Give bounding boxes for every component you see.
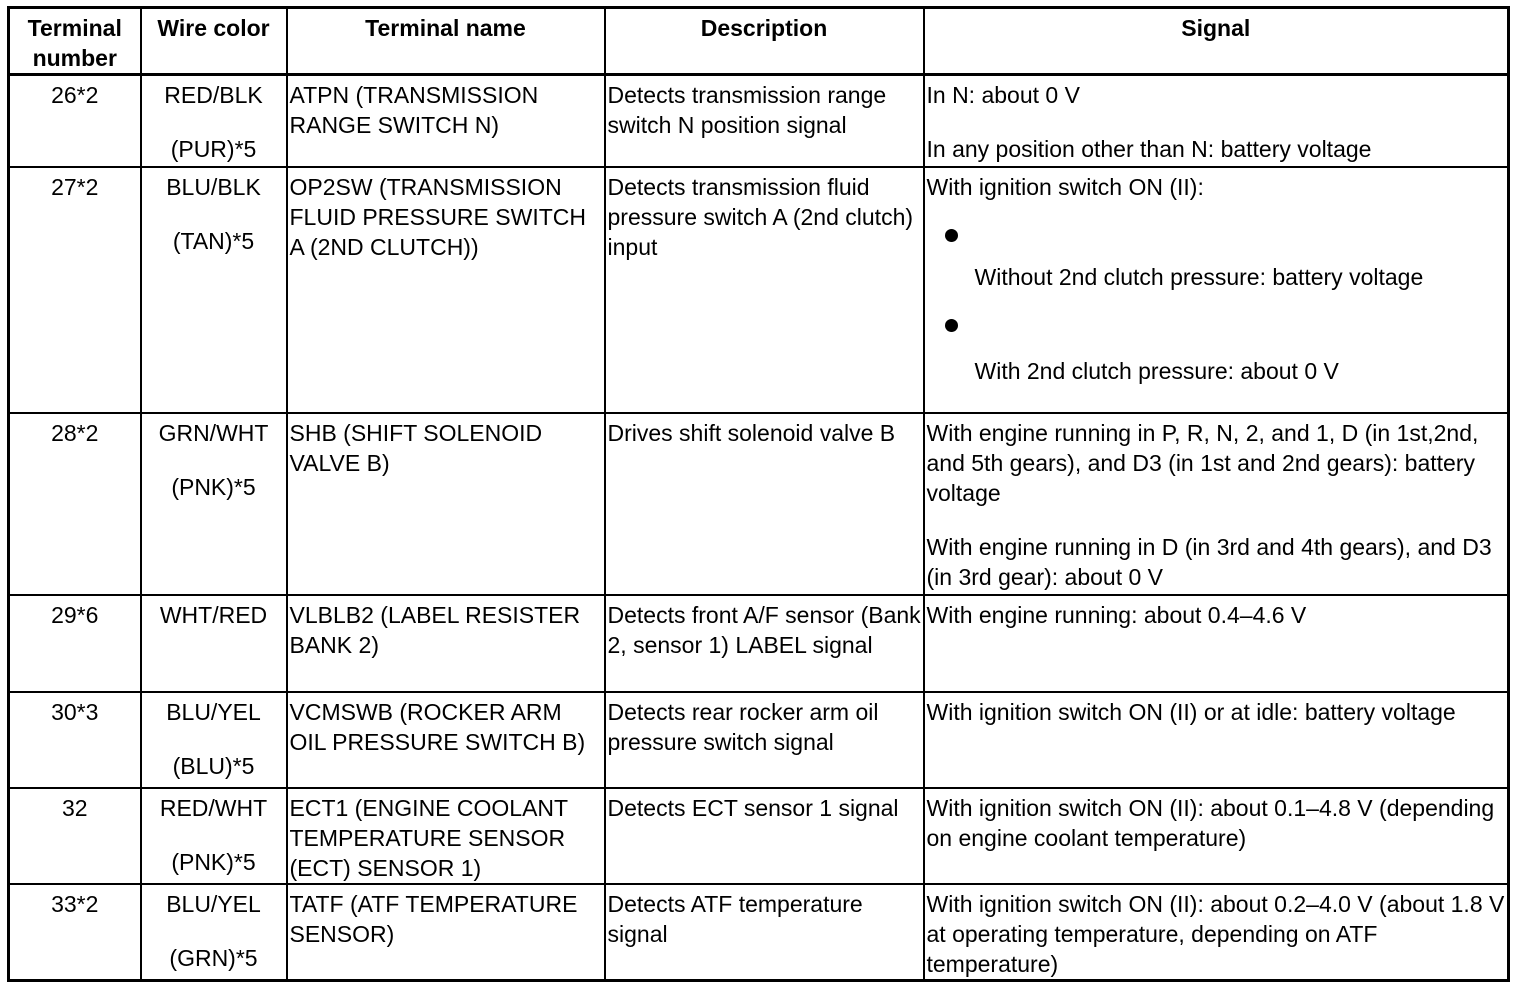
- signal-text: With ignition switch ON (II):: [926, 173, 1204, 200]
- signal-cell: [924, 167, 1509, 413]
- table-row: [9, 884, 1509, 981]
- bullet-icon: [945, 319, 958, 332]
- terminal-number-cell: 30*3: [9, 692, 141, 788]
- wire-color-cell: [141, 413, 287, 595]
- bullet-item: [927, 220, 1508, 248]
- description-cell: Detects transmission range switch N position signal: [605, 75, 924, 167]
- wire-color: BLU/BLK: [166, 173, 261, 200]
- signal-text: With engine running: about 0.4–4.6 V: [926, 602, 1307, 629]
- signal-cell: [924, 788, 1509, 884]
- terminal-name-cell: VCMSWB (ROCKER ARM OIL PRESSURE SWITCH B): [287, 692, 605, 788]
- wire-color-cell: [141, 692, 287, 788]
- terminal-name-cell: SHB (SHIFT SOLENOID VALVE B): [287, 413, 605, 595]
- signal-text: In any position other than N: battery voltage: [926, 136, 1372, 162]
- terminal-number-cell: 28*2: [9, 413, 141, 595]
- terminal-number-cell: 26*2: [9, 75, 141, 167]
- terminal-name-cell: ECT1 (ENGINE COOLANT TEMPERATURE SENSOR (ECT) SENSOR 1): [287, 788, 605, 884]
- wire-color-alt: (PUR)*5: [170, 136, 257, 162]
- terminal-table: [7, 6, 1510, 982]
- header-description: Description: [605, 8, 924, 75]
- terminal-number-cell: 32: [9, 788, 141, 884]
- header-row: [9, 8, 1509, 75]
- wire-color-cell: [141, 788, 287, 884]
- terminal-number-cell: 29*6: [9, 595, 141, 691]
- signal-text: With ignition switch ON (II): about 0.1–4.8 V (depending on engine coolant temperature): [926, 794, 1495, 851]
- wire-color-cell: [141, 884, 287, 981]
- wire-color-cell: [141, 75, 287, 167]
- table-row: [9, 75, 1509, 167]
- table-row: [9, 692, 1509, 788]
- terminal-name-cell: ATPN (TRANSMISSION RANGE SWITCH N): [287, 75, 605, 167]
- description-cell: Drives shift solenoid valve B: [605, 413, 924, 595]
- wire-color-alt: (BLU)*5: [172, 752, 255, 779]
- signal-text: With ignition switch ON (II): about 0.2–4.0 V (about 1.8 V at operating temperature, depending on ATF temperature): [926, 890, 1505, 977]
- table-row: [9, 595, 1509, 691]
- wire-color: GRN/WHT: [158, 420, 269, 447]
- wire-color: BLU/YEL: [166, 698, 261, 725]
- header-terminal-name: Terminal name: [287, 8, 605, 75]
- signal-cell: [924, 884, 1509, 981]
- header-wire-color: Wire color: [141, 8, 287, 75]
- signal-cell: [924, 692, 1509, 788]
- wire-color-cell: [141, 167, 287, 413]
- bullet-text: Without 2nd clutch pressure: battery voltage: [974, 263, 1424, 290]
- bullet-item: [927, 310, 1508, 338]
- description-cell: Detects transmission fluid pressure switch A (2nd clutch) input: [605, 167, 924, 413]
- wire-color: WHT/RED: [159, 602, 268, 629]
- description-cell: Detects rear rocker arm oil pressure switch signal: [605, 692, 924, 788]
- signal-cell: [924, 595, 1509, 691]
- wire-color-cell: [141, 595, 287, 691]
- signal-text: In N: about 0 V: [926, 82, 1080, 108]
- terminal-name-cell: OP2SW (TRANSMISSION FLUID PRESSURE SWITCH A (2ND CLUTCH)): [287, 167, 605, 413]
- terminal-number-cell: 27*2: [9, 167, 141, 413]
- table-row: [9, 788, 1509, 884]
- header-terminal-number: Terminal number: [9, 8, 141, 75]
- wire-color-alt: (PNK)*5: [171, 474, 256, 501]
- terminal-name-cell: TATF (ATF TEMPERATURE SENSOR): [287, 884, 605, 981]
- table-row: [9, 167, 1509, 413]
- wire-color-alt: (PNK)*5: [171, 848, 256, 875]
- signal-text: With engine running in P, R, N, 2, and 1, D (in 1st,2nd, and 5th gears), and D3 (in 1st and 2nd gears): battery voltage: [926, 420, 1498, 507]
- description-cell: Detects front A/F sensor (Bank 2, sensor 1) LABEL signal: [605, 595, 924, 691]
- signal-cell: [924, 75, 1509, 167]
- signal-text: With ignition switch ON (II) or at idle: battery voltage: [926, 698, 1456, 725]
- bullet-icon: [945, 229, 958, 242]
- description-cell: Detects ECT sensor 1 signal: [605, 788, 924, 884]
- terminal-number-cell: 33*2: [9, 884, 141, 981]
- wire-color: RED/BLK: [164, 82, 263, 108]
- wire-color-alt: (GRN)*5: [169, 944, 258, 971]
- wire-color-alt: (TAN)*5: [172, 227, 255, 254]
- header-signal: Signal: [924, 8, 1509, 75]
- wire-color: RED/WHT: [159, 794, 268, 821]
- table-row: [9, 413, 1509, 595]
- signal-text: With engine running in D (in 3rd and 4th gears), and D3 (in 3rd gear): about 0 V: [926, 534, 1511, 591]
- bullet-text: With 2nd clutch pressure: about 0 V: [974, 357, 1339, 384]
- signal-cell: [924, 413, 1509, 595]
- wire-color: BLU/YEL: [166, 890, 261, 917]
- terminal-name-cell: VLBLB2 (LABEL RESISTER BANK 2): [287, 595, 605, 691]
- description-cell: Detects ATF temperature signal: [605, 884, 924, 981]
